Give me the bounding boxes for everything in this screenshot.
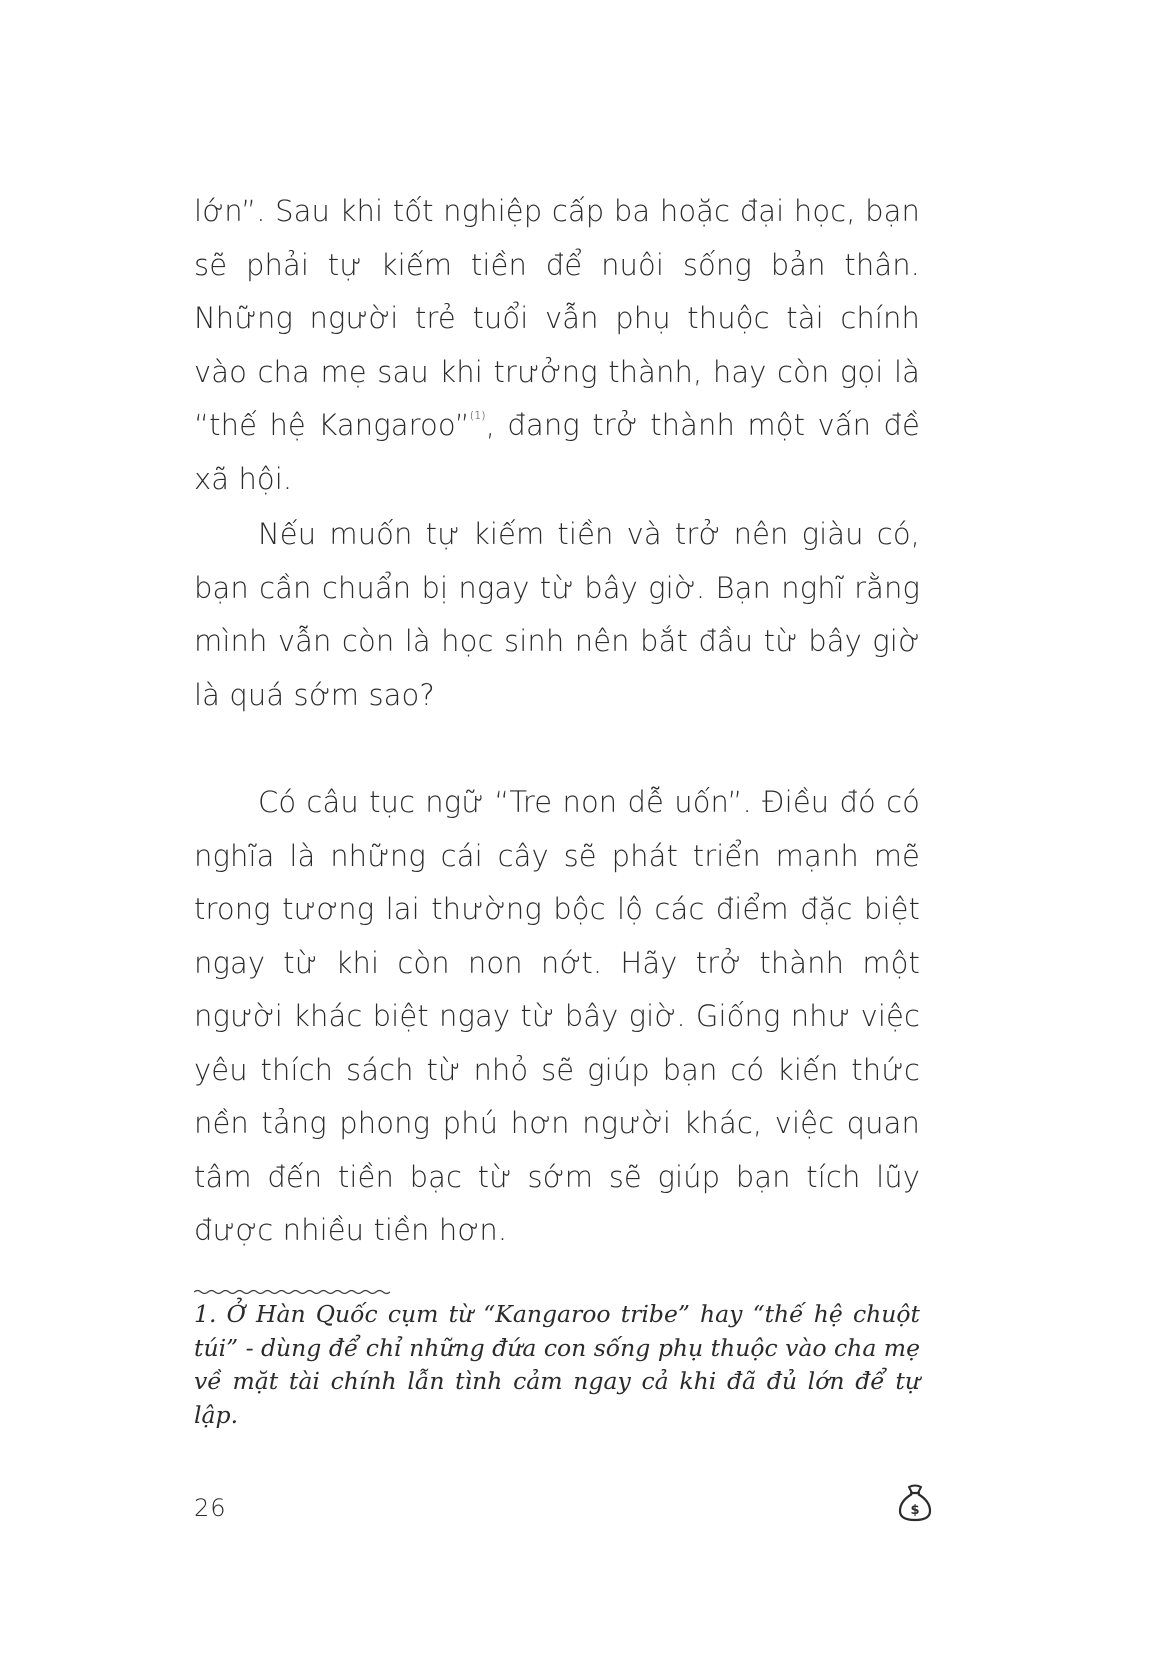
- footnote-text: 1. Ở Hàn Quốc cụm từ “Kangaroo tribe” hay “thế hệ chuột túi” - dùng để chỉ những đứa con sống phụ thuộc vào cha mẹ về mặt tài chính lẫn tình cảm ngay cả khi đã đủ lớn để tự lập.: [194, 1300, 920, 1429]
- paragraph-2-text: Nếu muốn tự kiếm tiền và trở nên giàu có, bạn cần chuẩn bị ngay từ bây giờ. Bạn nghĩ rằng mình vẫn còn là học sinh nên bắt đầu từ bây giờ là quá sớm sao?: [194, 517, 920, 712]
- money-bag-icon: [896, 1483, 934, 1523]
- page-number: 26: [194, 1494, 227, 1522]
- paragraph-1: [194, 185, 920, 506]
- footnote-reference: (1): [469, 409, 486, 422]
- paragraph-1-text: [194, 185, 920, 506]
- paragraph-1-text-end: , đang trở thành một vấn đề xã hội.: [194, 408, 920, 496]
- paragraph-1-text-start: lớn”. Sau khi tốt nghiệp cấp ba hoặc đại học, bạn sẽ phải tự kiếm tiền để nuôi sống bản thân. Những người trẻ tuổi vẫn phụ thuộc tài chính vào cha mẹ sau khi trưởng thành, hay còn gọi là “thế hệ Kangaroo”: [194, 194, 920, 442]
- paragraph-2: [194, 508, 920, 722]
- footnote-wavy-divider: [194, 1288, 390, 1296]
- paragraph-3: [194, 776, 920, 1258]
- paragraph-3-text: Có câu tục ngữ “Tre non dễ uốn”. Điều đó có nghĩa là những cái cây sẽ phát triển mạnh mẽ trong tương lai thường bộc lộ các điểm đặc biệt ngay từ khi còn non nớt. Hãy trở thành một người khác biệt ngay từ bây giờ. Giống như việc yêu thích sách từ nhỏ sẽ giúp bạn có kiến thức nền tảng phong phú hơn người khác, việc quan tâm đến tiền bạc từ sớm sẽ giúp bạn tích lũy được nhiều tiền hơn.: [194, 785, 920, 1247]
- money-bag-dollar-sign: $: [910, 1503, 920, 1518]
